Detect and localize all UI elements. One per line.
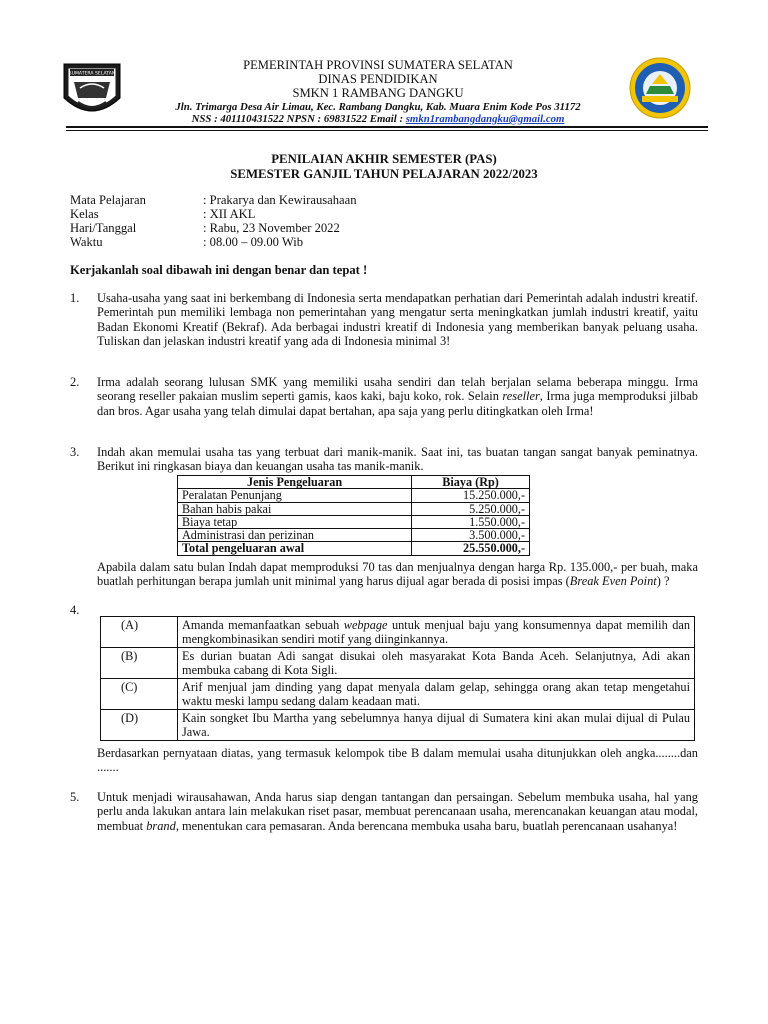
text-run: Apabila dalam satu bulan Indah dapat memproduksi 70 tas dan menjualnya dengan harga Rp. 135.000,- per buah, maka buatlah perhitungan berapa jumlah unit minimal yang harus dijual agar berada di posisi impas (: [97, 560, 698, 589]
option-row: [101, 648, 695, 679]
info-row-subject: [70, 193, 357, 207]
header-contact: [128, 112, 628, 127]
table-row: [178, 529, 530, 542]
expense-item: Bahan habis pakai: [178, 502, 412, 515]
text-run: Untuk menjadi wirausahawan, Anda harus siap dengan tantangan dan persaingan. Sebelum membuka usaha, hal yang perlu anda lakukan antara lain melakukan riset pasar, membuat perencanaan usaha, merencanakan keuangan atau modal, membuat: [97, 790, 698, 833]
table-row: [178, 502, 530, 515]
exam-title: PENILAIAN AKHIR SEMESTER (PAS): [271, 152, 497, 166]
question-1-text: Usaha-usaha yang saat ini berkembang di Indonesia serta mendapatkan perhatian dari Pemerintah adalah industri kreatif. Pemerintah pun memiliki lembaga non pemerintahan yang mengatur serta meningkatkan jumlah industri kreatif, yaitu Badan Ekonomi Kreatif (Bekraf). Ada berbagai industri kreatif di Indonesia yang memberikan banyak peluang usaha. Tuliskan dan jelaskan industri kreatif yang ada di Indonesia minimal 3!: [97, 291, 698, 349]
option-text: [178, 617, 695, 648]
info-value: : 08.00 – 09.00 Wib: [203, 235, 304, 249]
info-label: Mata Pelajaran: [70, 193, 146, 207]
text-run: , Irma juga memproduksi jilbab dan bros. Agar usaha yang telah dimulai dapat bertahan, apa saja yang perlu ditingkatkan oleh Irma!: [97, 389, 698, 418]
question-5-text: [97, 790, 698, 833]
question-number: 3.: [70, 445, 80, 459]
italic-term: brand: [146, 818, 176, 833]
info-label: Hari/Tanggal: [70, 221, 137, 235]
options-table: [100, 616, 695, 741]
column-header: Jenis Pengeluaran: [178, 476, 412, 489]
header-school: SMKN 1 RAMBANG DANGKU: [292, 86, 464, 100]
text-run: Irma adalah seorang lulusan SMK yang memiliki usaha sendiri dan telah berjalan selama beberapa minggu. Irma seorang reseller pakaian muslim seperti gamis, kaos kaki, baju koko, rok. Selain: [97, 375, 698, 404]
info-label: Waktu: [70, 235, 103, 249]
exam-subtitle: SEMESTER GANJIL TAHUN PELAJARAN 2022/2023: [230, 167, 538, 181]
option-text: Kain songket Ibu Martha yang sebelumnya hanya dijual di Sumatera kini akan mulai dijual di Pulau Jawa.: [178, 710, 695, 741]
info-value: : Rabu, 23 November 2022: [203, 221, 340, 235]
header-department: DINAS PENDIDIKAN: [318, 72, 438, 86]
cost-table: [177, 475, 530, 556]
text-run: , menentukan cara pemasaran. Anda berencana membuka usaha baru, buatlah perencanaan usahanya!: [175, 818, 678, 833]
header-rule-thick: [66, 126, 708, 128]
school-logo: [628, 56, 692, 120]
expense-cost: 3.500.000,-: [412, 529, 530, 542]
info-value: : Prakarya dan Kewirausahaan: [203, 193, 357, 207]
option-label: (B): [101, 648, 178, 679]
question-2-text: [97, 375, 698, 418]
total-cost: 25.550.000,-: [412, 542, 530, 555]
expense-item: Administrasi dan perizinan: [178, 529, 412, 542]
school-email-link[interactable]: smkn1rambangdangku@gmail.com: [405, 113, 565, 125]
header-contact-ids: NSS : 401110431522 NPSN : 69831522 Email :: [191, 113, 406, 125]
info-label: Kelas: [70, 207, 99, 221]
info-row-time: [70, 235, 303, 249]
table-row: [178, 515, 530, 528]
question-number: 5.: [70, 790, 80, 804]
question-4-text: Berdasarkan pernyataan diatas, yang termasuk kelompok tibe B dalam memulai usaha ditunjukkan oleh angka........dan .......: [97, 746, 698, 775]
text-run: untuk menjual baju yang konsumennya dapat memilih dan mengkombinasikan sendiri motif yang diinginkannya.: [182, 618, 691, 646]
option-row: [101, 617, 695, 648]
expense-cost: 5.250.000,-: [412, 502, 530, 515]
header-government: PEMERINTAH PROVINSI SUMATERA SELATAN: [243, 58, 513, 72]
italic-term: webpage: [343, 618, 388, 632]
text-run: Amanda memanfaatkan sebuah: [182, 618, 344, 632]
column-header: Biaya (Rp): [412, 476, 530, 489]
option-label: (A): [101, 617, 178, 648]
option-text: Arif menjual jam dinding yang dapat menyala dalam gelap, sehingga orang akan tetap mengetahui waktu meski lampu sedang dalam keadaan mati.: [178, 679, 695, 710]
emblem-text: SUMATERA SELATAN: [68, 71, 116, 77]
instruction: Kerjakanlah soal dibawah ini dengan benar dan tepat !: [70, 263, 368, 277]
info-row-class: [70, 207, 255, 221]
option-row: [101, 710, 695, 741]
table-header-row: [178, 476, 530, 489]
option-label: (D): [101, 710, 178, 741]
question-3-outro: [97, 560, 698, 589]
info-row-date: [70, 221, 340, 235]
expense-item: Biaya tetap: [178, 515, 412, 528]
option-label: (C): [101, 679, 178, 710]
info-value: : XII AKL: [203, 207, 256, 221]
option-row: [101, 679, 695, 710]
province-emblem-logo: [60, 58, 124, 120]
table-row: [178, 489, 530, 502]
question-number: 2.: [70, 375, 80, 389]
expense-cost: 1.550.000,-: [412, 515, 530, 528]
italic-term: reseller: [502, 389, 540, 404]
option-text: Es durian buatan Adi sangat disukai oleh masyarakat Kota Banda Aceh. Selanjutnya, Adi akan membuka cabang di Kota Sigli.: [178, 648, 695, 679]
text-run: ) ?: [656, 574, 670, 589]
header-address: Jln. Trimarga Desa Air Limau, Kec. Rambang Dangku, Kab. Muara Enim Kode Pos 31172: [175, 101, 581, 113]
expense-cost: 15.250.000,-: [412, 489, 530, 502]
expense-item: Peralatan Penunjang: [178, 489, 412, 502]
italic-term: Break Even Point: [569, 574, 657, 589]
question-number: 1.: [70, 291, 80, 305]
question-3-intro: Indah akan memulai usaha tas yang terbuat dari manik-manik. Saat ini, tas buatan tangan sangat banyak peminatnya. Berikut ini ringkasan biaya dan keuangan usaha tas manik-manik.: [97, 445, 698, 474]
header-rule-thin: [66, 130, 708, 131]
question-number: 4.: [70, 603, 80, 617]
table-total-row: [178, 542, 530, 555]
total-label: Total pengeluaran awal: [178, 542, 412, 555]
